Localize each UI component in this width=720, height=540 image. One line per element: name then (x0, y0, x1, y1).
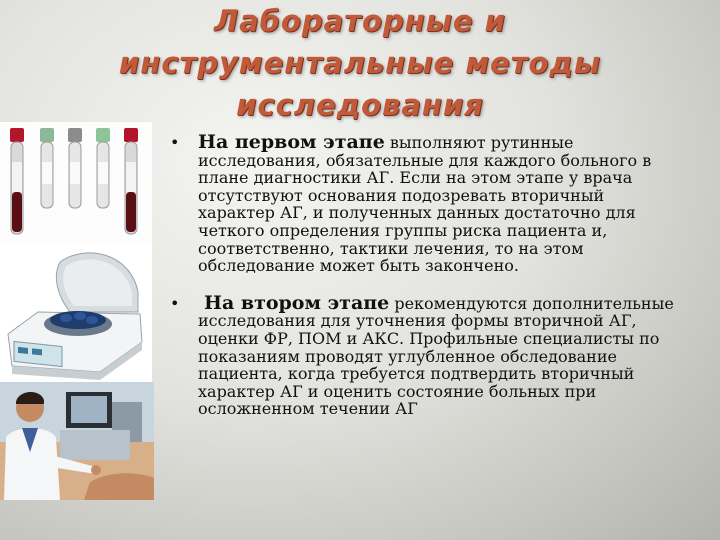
bullet-icon: • (170, 293, 180, 313)
bullet-icon: • (170, 133, 180, 152)
slide-body (168, 131, 683, 419)
stage-1-lead: На первом этапе (198, 131, 385, 153)
test-tube-gray (68, 128, 82, 208)
title-line-2: инструментальные методы (118, 46, 602, 80)
slide-title (0, 0, 720, 126)
stage-2-lead: На втором этапе (204, 291, 390, 314)
title-line-1: Лабораторные и (214, 4, 506, 38)
test-tube-green-2 (96, 128, 110, 208)
title-line-3: исследования (236, 88, 484, 122)
centrifuge-image (0, 242, 152, 382)
stage-2-text: рекомендуются дополнительные исследования для уточнения формы вторичной АГ, оценки ФР, ПОМ и АКС. Профильные специалисты по показаниям проводят углубленное обследование пациента, когда требуется подтвердить вторичный характер АГ и оценить состояние больных при осложненном течении АГ (198, 293, 674, 419)
stage-2-paragraph (168, 291, 683, 419)
stage-1-paragraph (168, 131, 683, 276)
stage-1-text: выполняют рутинные исследования, обязательные для каждого больного в плане диагностики АГ. Если на этом этапе у врача отсутствуют основания подозревать вторичный характер АГ, и полученных данных достаточно для четкого определения группы риска пациента и, соответственно, тактики лечения, то на этом обследование может быть закончено. (198, 133, 652, 276)
test-tube-green-1 (40, 128, 54, 208)
test-tube-red-1 (10, 128, 24, 234)
blood-test-tubes-image (0, 122, 152, 242)
test-tube-red-2 (124, 128, 138, 234)
ultrasound-examination-image (0, 382, 154, 500)
